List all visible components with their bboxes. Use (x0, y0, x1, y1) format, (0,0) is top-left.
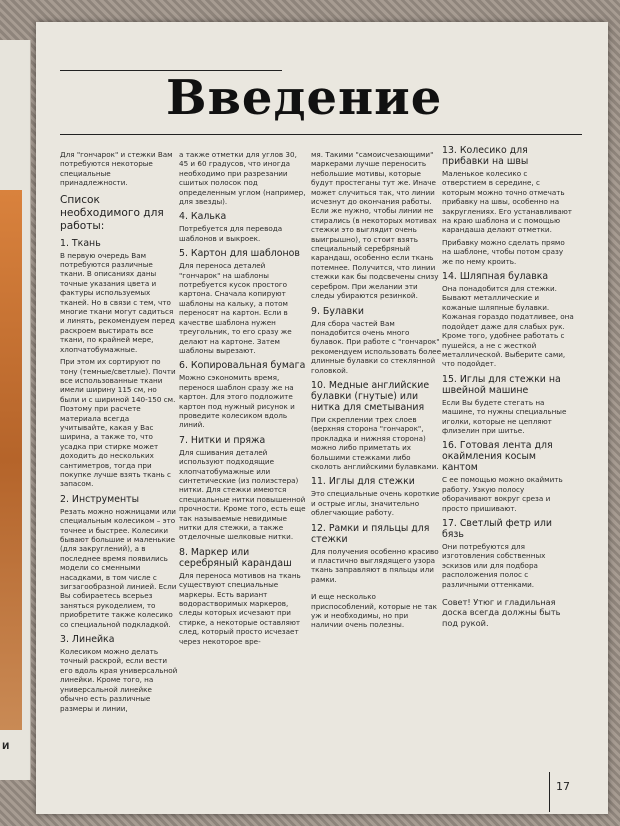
section-text: При этом их сортируют по тону (темные/светлые). Почти все использованные ткани имели ширину 115 см, но были и с шириной 140-150 см. Поэтому при расчете материала всегда учитывайте, какая у Вас ширина, а также то, что усадка при стирке может доходить до нескольких сантиметров, тогда при покупке лучше взять ткань с запасом. (60, 357, 176, 489)
section-text: Потребуется для перевода шаблонов и выкроек. (179, 224, 283, 243)
section-heading: 14. Шляпная булавка (442, 271, 549, 283)
section-text: Если Вы будете стегать на машине, то нужны специальные иголки, которые не цепляют флизелин при шитье. (442, 397, 567, 435)
section-heading: 8. Маркер или серебряный карандаш (179, 546, 292, 569)
page-title: Введение (166, 70, 443, 126)
section-heading: 2. Инструменты (60, 493, 140, 505)
section-text: Для переноса деталей "гончарок" на шаблоны потребуется кусок простого картона. Сначала копируют шаблоны на кальку, а потом переносят на картон. Если в качестве шаблона нужен треугольник, то его сразу же делают на картоне. Затем шаблоны вырезают. (179, 261, 292, 355)
section-heading: 1. Ткань (60, 237, 101, 249)
section-heading: 16. Готовая лента для окаймления косым кантом (442, 440, 553, 474)
section-text: Для переноса мотивов на ткань существуют специальные маркеры. Есть вариант водорастворимых маркеров, следы которых исчезают при стирке, а некоторые оставляют след, который просто исчезает через некоторое вре- (179, 570, 301, 646)
previous-page-photo (0, 190, 22, 730)
section-text: Она понадобится для стежки. Бывают металлические и кожаные шляпные булавки. Кожаная гораздо податливее, она подойдет даже для слабых рук. Кроме того, удобнее работать с пушейся, а не с жесткой металлической. Выберите сами, что подойдет. (442, 284, 574, 369)
section-heading: 5. Картон для шаблонов (179, 248, 300, 260)
section-text: а также отметки для углов 30, 45 и 60 градусов, что иногда необходимо при разрезании сшитых полосок под определенным углом (например, для звезды). (179, 150, 306, 207)
section-text: Колесиком можно делать точный раскрой, если вести его вдоль края универсальной линейки. Кроме того, на универсальной линейке обычно есть различные размеры и линии, (60, 647, 178, 713)
section-text: Прибавку можно сделать прямо на шаблоне, чтобы потом сразу же по нему кроить. (442, 237, 565, 266)
section-text: Они потребуются для изготовления собственных эскизов или для подбора расположения полос с различными оттенками. (442, 541, 546, 589)
section-heading: 10. Медные английские булавки (гнутые) или нитка для сметывания (311, 379, 430, 413)
page-number-rule (549, 772, 550, 812)
section-heading: 11. Иглы для стежки (311, 476, 415, 488)
tip-text: Совет! Утюг и гладильная доска всегда должны быть под рукой. (442, 597, 561, 628)
section-heading: 6. Копировальная бумага (179, 360, 306, 372)
previous-page-edge (0, 40, 31, 780)
section-text: Можно сэкономить время, перенося шаблон сразу же на картон. Для этого подложите картон под нужный рисунок и проведите колесиком вдоль линий. (179, 373, 295, 430)
book-page (36, 22, 608, 814)
section-text: С ее помощью можно окаймить работу. Узкую полосу оборачивают вокруг среза и просто пришивают. (442, 475, 563, 513)
column-3 (311, 150, 441, 633)
section-text: Для сшивания деталей используют подходящие хлопчатобумажные или синтетические (из полиэстера) нитки. Для стежки имеются специальные нитки повышенной прочности. Кроме того, есть еще так называемые невидимые нитки для стежки, а также отделочные шелковые нитки. (179, 447, 306, 542)
previous-page-letter: и (2, 738, 10, 752)
intro-text: Для "гончарок" и стежки Вам потребуются некоторые специальные принадлежности. (60, 150, 173, 188)
section-text: В первую очередь Вам потребуются различные ткани. В описаниях даны точные указания цвета и фактуры используемых тканей. Но в связи с тем, что многие ткани могут садиться и линять, рекомендуем перед раскроем выстирать все ткани, по крайней мере, хлопчатобумажные. (60, 250, 175, 354)
section-text: Это специальные очень короткие и острые иглы, значительно облегчающие работу. (311, 489, 440, 518)
list-heading: Список необходимого для работы: (60, 193, 164, 232)
section-text: Для сбора частей Вам понадобится очень много булавок. При работе с "гончарок" рекомендуем использовать более длинные булавки со стеклянной головкой. (311, 318, 442, 375)
section-text: Для получения особенно красиво и пластично выглядящего узора ткань заправляют в пяльцы или рамки. (311, 546, 439, 584)
section-heading: 7. Нитки и пряжа (179, 434, 266, 446)
page-number: 17 (556, 780, 570, 793)
section-heading: 15. Иглы для стежки на швейной машине (442, 373, 561, 396)
column-2 (179, 150, 307, 649)
closing-text: И еще несколько приспособлений, которые не так уж и необходимы, но при наличии очень полезны. (311, 592, 437, 630)
column-1 (60, 150, 178, 716)
section-text: При скреплении трех слоев (верхняя сторона "гончарок", прокладка и нижняя сторона) можно либо приметать их большими стежками либо сколоть английскими булавками. (311, 414, 439, 471)
section-heading: 12. Рамки и пяльцы для стежки (311, 522, 430, 545)
section-text: Маленькое колесико с отверстием в середине, с которым можно точно отмечать прибавку на швы, особенно на закруглениях. Его устанавливают на краю шаблона и с помощью карандаша делают отметки. (442, 169, 572, 235)
column-4 (442, 140, 574, 631)
section-heading: 4. Калька (179, 211, 227, 223)
section-heading: 9. Булавки (311, 305, 364, 317)
title-rule-bottom (60, 134, 582, 135)
section-heading: 3. Линейка (60, 634, 115, 646)
section-text: Резать можно ножницами или специальным колесиком – это точнее и быстрее. Колесики бывают большие и маленькие (для закруглений), а в последнее время появились модели со сменными насадками, в том числе с зигзагообразной линией. Если Вы собираетесь всерьез заняться рукоделием, то приобретите также колесико со специальной подкладкой. (60, 506, 177, 629)
section-heading: 13. Колесико для прибавки на швы (442, 145, 529, 167)
section-text: мя. Такими "самоисчезающими" маркерами лучше переносить небольшие мотивы, которые будут простеганы тут же. Иначе может случиться так, что линии исчезнут до окончания работы. Если же нужно, чтобы линии не стирались (в некоторых мотивах стежки это выглядит очень выигрышно), то стоит взять специальный серебряный карандаш, особенно если ткань потемнее. Получится, что линии стежки как бы подсвечены снизу серебром. При желании эти следы убираются резинкой. (311, 150, 439, 301)
section-heading: 17. Светлый фетр или бязь (442, 517, 553, 540)
